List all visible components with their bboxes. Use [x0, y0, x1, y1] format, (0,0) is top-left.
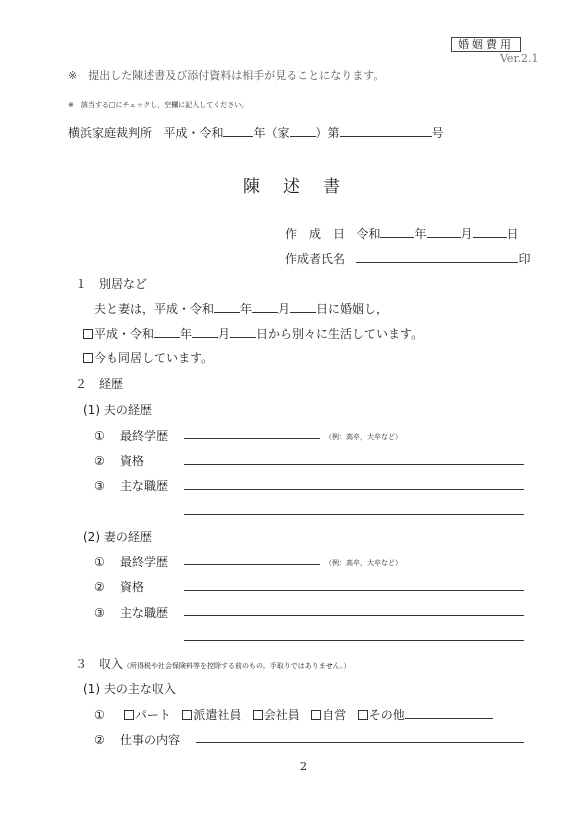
separated-day-field[interactable]	[230, 325, 256, 338]
seal-label: 印	[518, 252, 531, 266]
date-label: 作 成 日	[285, 227, 346, 241]
separated-month-field[interactable]	[192, 325, 218, 338]
together-line	[83, 349, 213, 366]
separated-prefix: 平成・令和	[94, 327, 155, 341]
author-line	[285, 250, 530, 267]
self-employed-checkbox[interactable]	[311, 710, 321, 720]
separated-year-field[interactable]	[154, 325, 180, 338]
case-number-label: 号	[431, 126, 444, 140]
wife-career-line	[94, 604, 168, 621]
husband-education-field[interactable]	[184, 438, 320, 439]
husband-career-field-2[interactable]	[184, 514, 524, 515]
dispatch-checkbox[interactable]	[182, 710, 192, 720]
wife-education-field[interactable]	[184, 564, 320, 565]
court-name: 横浜家庭裁判所	[68, 126, 153, 140]
item-number: ①	[94, 555, 105, 569]
date-era: 令和	[356, 227, 381, 241]
separated-month-label: 月	[218, 327, 231, 341]
item-number: ①	[94, 429, 105, 443]
married-year-label: 年	[240, 302, 253, 316]
employee-label: 会社員	[263, 708, 300, 722]
date-day-label: 日	[506, 227, 519, 241]
wife-career-field-2[interactable]	[184, 640, 524, 641]
education-label: 最終学歴	[120, 429, 169, 443]
author-name-field[interactable]	[356, 250, 518, 263]
together-checkbox[interactable]	[83, 353, 93, 363]
case-year-label: 年（家	[253, 126, 290, 140]
date-year-label: 年	[414, 227, 427, 241]
document-type-box: 婚姻費用	[451, 37, 521, 52]
item-number: ②	[94, 454, 105, 468]
part-time-checkbox[interactable]	[124, 710, 134, 720]
dispatch-label: 派遣社員	[193, 708, 242, 722]
married-suffix: 日に婚姻し，	[316, 302, 389, 316]
married-prefix: 夫と妻は，平成・令和	[94, 302, 215, 316]
married-line	[94, 300, 388, 317]
document-title: 陳 述 書	[243, 177, 343, 197]
date-year-field[interactable]	[380, 225, 414, 238]
case-number-field[interactable]	[340, 124, 432, 137]
page-number: 2	[300, 760, 307, 773]
married-month-field[interactable]	[252, 300, 278, 313]
author-label: 作成者氏名	[285, 252, 346, 266]
employment-type-line	[94, 706, 493, 723]
case-type-field[interactable]	[290, 124, 316, 137]
section3-heading: ３ 収入	[75, 657, 124, 671]
item-number: ②	[94, 580, 105, 594]
wife-career-heading: (2) 妻の経歴	[83, 530, 152, 544]
husband-income-heading: (1) 夫の主な収入	[83, 682, 176, 696]
husband-education-line	[94, 427, 168, 444]
version-label: Ver.2.1	[500, 52, 539, 65]
date-month-field[interactable]	[427, 225, 461, 238]
husband-career-field[interactable]	[184, 489, 524, 490]
education-example-note: （例：高卒，大卒など）	[325, 559, 402, 567]
job-content-field[interactable]	[196, 742, 524, 743]
job-content-label: 仕事の内容	[120, 733, 181, 747]
married-month-label: 月	[278, 302, 291, 316]
other-label: その他	[368, 708, 405, 722]
item-number: ①	[94, 708, 105, 722]
education-label: 最終学歴	[120, 555, 169, 569]
other-checkbox[interactable]	[358, 710, 368, 720]
item-number: ③	[94, 606, 105, 620]
case-year-field[interactable]	[223, 124, 253, 137]
education-example-note: （例：高卒，大卒など）	[325, 433, 402, 441]
court-era: 平成・令和	[163, 126, 224, 140]
married-day-field[interactable]	[290, 300, 316, 313]
husband-qualification-line	[94, 452, 144, 469]
employee-checkbox[interactable]	[253, 710, 263, 720]
section2-heading: ２ 経歴	[75, 377, 124, 391]
qualification-label: 資格	[120, 454, 145, 468]
income-note: （所得税や社会保険料等を控除する前のもの。手取りではありません。）	[123, 662, 351, 670]
section1-heading: １ 別居など	[75, 277, 148, 291]
separated-suffix: 日から別々に生活しています。	[256, 327, 424, 341]
separated-checkbox[interactable]	[83, 329, 93, 339]
self-employed-label: 自営	[322, 708, 347, 722]
together-label: 今も同居しています。	[94, 351, 214, 365]
job-content-line	[94, 731, 180, 748]
career-label: 主な職歴	[120, 479, 169, 493]
date-month-label: 月	[460, 227, 473, 241]
husband-career-heading: (1) 夫の経歴	[83, 403, 152, 417]
wife-education-line	[94, 553, 168, 570]
disclosure-notice: ※ 提出した陳述書及び添付資料は相手が見ることになります。	[68, 69, 385, 82]
husband-career-line	[94, 477, 168, 494]
wife-career-field[interactable]	[184, 615, 524, 616]
wife-qualification-line	[94, 578, 144, 595]
qualification-label: 資格	[120, 580, 145, 594]
married-year-field[interactable]	[214, 300, 240, 313]
career-label: 主な職歴	[120, 606, 169, 620]
instruction-note: ※ 該当する□にチェックし，空欄に記入してください。	[68, 101, 249, 109]
item-number: ③	[94, 479, 105, 493]
part-time-label: パート	[134, 708, 171, 722]
other-field[interactable]	[405, 706, 493, 719]
wife-qualification-field[interactable]	[184, 590, 524, 591]
case-close-label: ）第	[315, 126, 340, 140]
court-case-line	[68, 124, 444, 141]
item-number: ②	[94, 733, 105, 747]
section3-heading-line	[75, 655, 351, 672]
date-day-field[interactable]	[473, 225, 507, 238]
separated-year-label: 年	[180, 327, 193, 341]
separated-line	[83, 325, 423, 342]
date-line	[285, 225, 519, 242]
husband-qualification-field[interactable]	[184, 464, 524, 465]
